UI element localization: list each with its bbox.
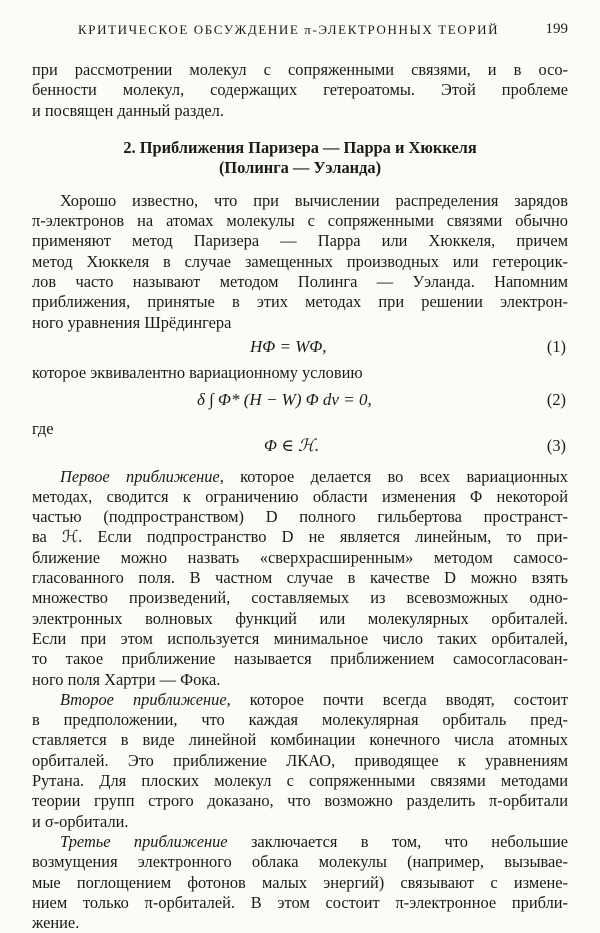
text-line: методах, сводится к ограничению области изменения Φ некоторой bbox=[32, 486, 568, 506]
equation-2-number: (2) bbox=[546, 390, 566, 410]
text-line: лов часто называют методом Полинга — Уэланда. Напомним bbox=[32, 272, 568, 292]
paragraph-second-approximation bbox=[32, 690, 568, 832]
page-number: 199 bbox=[545, 21, 568, 37]
equation-3 bbox=[32, 432, 568, 460]
text-line: ставляется в виде линейной комбинации конечного числа атомных bbox=[32, 730, 568, 750]
text-line: метод Хюккеля в случае замещенных производных или гетероцик- bbox=[32, 251, 568, 271]
running-head-title: КРИТИЧЕСКОЕ ОБСУЖДЕНИЕ π-ЭЛЕКТРОННЫХ ТЕОРИЙ bbox=[78, 22, 500, 37]
equation-1 bbox=[32, 333, 568, 363]
paragraph-third-approximation bbox=[32, 832, 568, 933]
text-line: частью (подпространством) D полного гильбертова пространст- bbox=[32, 507, 568, 527]
text-line: жение. bbox=[32, 913, 80, 933]
text-line bbox=[32, 832, 568, 852]
text-line: орбиталей. Это приближение ЛКАО, приводящее к уравнениям bbox=[32, 750, 568, 770]
text-line: приближения, принятые в этих методах при решении электрон- bbox=[32, 292, 568, 312]
first-approximation-term: Первое приближение bbox=[60, 466, 220, 486]
equation-2-body: δ ∫ Φ* (H − W) Φ dv = 0, bbox=[197, 390, 372, 410]
paragraph-first-approximation bbox=[32, 467, 568, 690]
text-line: возмущения электронного облака молекулы (например, вызывае- bbox=[32, 852, 568, 872]
equation-3-number: (3) bbox=[546, 435, 566, 455]
text-line: при рассмотрении молекул с сопряженными связями, и в осо- bbox=[32, 60, 568, 79]
text-line: бенности молекул, содержащих гетероатомы. Этой проблеме bbox=[32, 80, 568, 100]
section-heading-line: (Полинга — Уэланда) bbox=[218, 158, 382, 178]
page-body bbox=[32, 60, 568, 933]
text-line: ного поля Хартри — Фока. bbox=[32, 669, 221, 689]
intro-paragraph bbox=[32, 60, 568, 121]
text-line bbox=[32, 690, 568, 710]
variational-intro bbox=[32, 363, 568, 383]
text-line: π-электронов на атомах молекулы с сопряженными связями обычно bbox=[32, 211, 568, 231]
text-line: электронных волновых функций или молекулярных орбиталей. bbox=[32, 608, 568, 628]
text-line: и σ-орбитали. bbox=[32, 811, 129, 831]
text-line: в предположении, что каждая молекулярная орбиталь пред- bbox=[32, 710, 568, 730]
paragraph-methods bbox=[32, 191, 568, 333]
text-line: применяют метод Паризера — Парра или Хюккеля, причем bbox=[32, 231, 568, 251]
text-line: нием только π-орбиталей. В этом состоит π-электронное прибли- bbox=[32, 892, 568, 912]
section-heading bbox=[32, 138, 568, 179]
equation-2 bbox=[32, 383, 568, 419]
equation-1-body: HΦ = WΦ, bbox=[250, 336, 327, 356]
text-line: и посвящен данный раздел. bbox=[32, 100, 224, 120]
text-line: ного уравнения Шрёдингера bbox=[32, 312, 232, 332]
text-line: теории групп строго доказано, что возможно разделить π-орбитали bbox=[32, 791, 568, 811]
text-line: ближение можно назвать «сверхрасширенным» методом самосо- bbox=[32, 547, 568, 567]
third-approximation-term: Третье приближение bbox=[60, 831, 228, 851]
text-line: Если при этом используется минимальное число таких орбиталей, bbox=[32, 628, 568, 648]
section-heading-line: 2. Приближения Паризера — Парра и Хюккеля bbox=[123, 137, 477, 157]
equation-1-number: (1) bbox=[546, 336, 566, 356]
text-line: то такое приближение называется приближением самосогласован- bbox=[32, 649, 568, 669]
text-line: гласованного поля. В частном случае в качестве D можно взять bbox=[32, 568, 568, 588]
text-fragment: , которое делается во всех вариационных bbox=[219, 466, 568, 486]
second-approximation-term: Второе приближение bbox=[60, 689, 227, 709]
equation-3-body: Φ ∈ ℋ. bbox=[264, 435, 320, 455]
text-fragment: , которое почти всегда вводят, состоит bbox=[226, 689, 568, 709]
text-line: ва ℋ. Если подпространство D не является линейным, то при- bbox=[32, 527, 568, 547]
text-line: которое эквивалентно вариационному условию bbox=[32, 362, 363, 382]
text-line: где bbox=[32, 419, 54, 439]
text-line: Рутана. Для плоских молекул с сопряженными связями методами bbox=[32, 771, 568, 791]
text-line bbox=[32, 467, 568, 487]
text-fragment: заключается в том, что небольшие bbox=[227, 831, 568, 851]
text-line: множество произведений, составляемых из всевозможных одно- bbox=[32, 588, 568, 608]
text-line: мые поглощением фотонов малых энергий) связывают с измене- bbox=[32, 872, 568, 892]
text-line: Хорошо известно, что при вычислении распределения зарядов bbox=[60, 190, 568, 210]
